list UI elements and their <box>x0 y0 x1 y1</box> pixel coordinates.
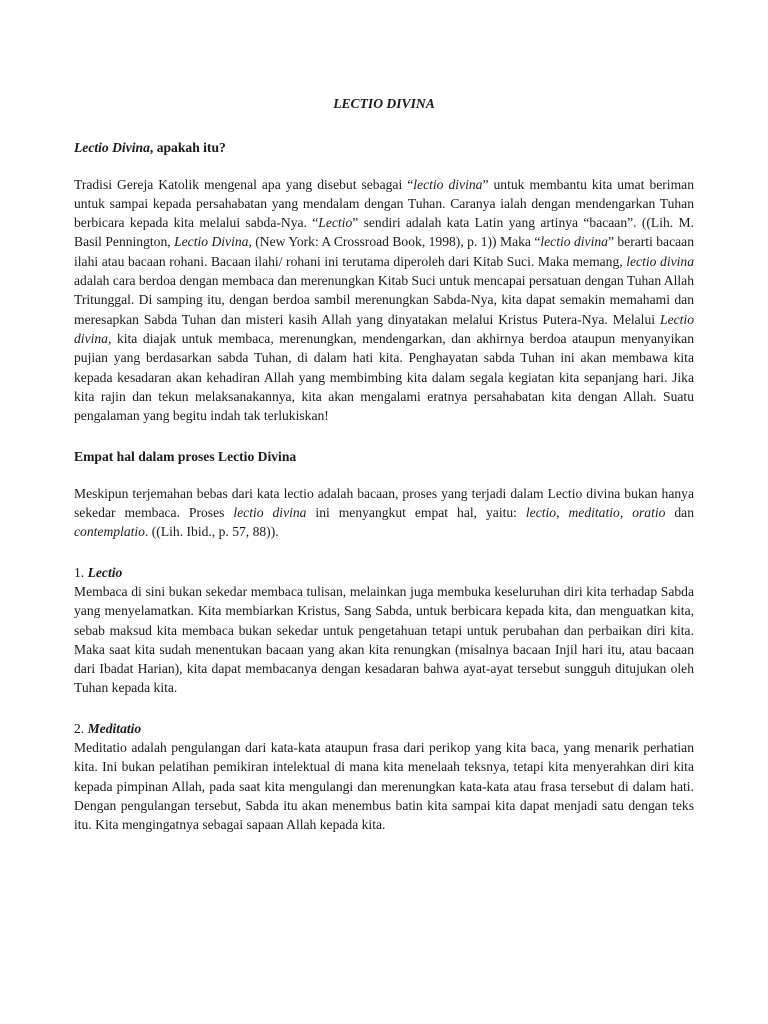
section-lectio <box>74 563 694 698</box>
process-paragraph <box>74 484 694 542</box>
text-run: ” berarti bacaan ilahi atau bacaan rohani. Bacaan ilahi/ rohani ini terutama diperoleh dari Kitab Suci. Maka memang, <box>74 234 694 269</box>
italic-text: lectio <box>525 505 557 521</box>
intro-heading-rest: , apakah itu? <box>149 140 226 156</box>
italic-text: lectio divina <box>540 234 608 250</box>
text-run: Meskipun terjemahan bebas dari kata lectio adalah bacaan, proses yang terjadi dalam Lectio divina bukan hanya sekedar membaca. Proses <box>74 485 694 521</box>
italic-text: lectio divina <box>233 505 307 521</box>
italic-text: Lectio <box>318 215 353 231</box>
italic-text: oratio <box>632 505 666 521</box>
document-page <box>74 94 694 835</box>
intro-heading-italic: Lectio Divina <box>74 140 150 156</box>
section-title-text: Lectio <box>87 564 123 580</box>
section-title-text: Meditatio <box>87 720 142 736</box>
italic-text: meditatio <box>568 505 620 521</box>
section-title <box>74 563 694 582</box>
intro-heading <box>74 138 694 157</box>
text-run: , kita diajak untuk membaca, merenungkan, mendengarkan, dan akhirnya berdoa ataupun menyanyikan pujian yang berdasarkan sabda Tuhan, di dalam hati kita. Penghayatan sabda Tuhan ini akan membawa kita kepada kesadaran akan kehadiran Allah yang membimbing kita dalam segala kegiatan kita sepanjang hari. Jika kita rajin dan tekun melaksanakannya, kita akan mengalami eratnya persahabatan kita dengan Allah. Suatu pengalaman yang begitu indah tak terlukiskan! <box>74 330 694 424</box>
section-body: Meditatio adalah pengulangan dari kata-kata ataupun frasa dari perikop yang kita baca, yang menarik perhatian kita. Ini bukan pelatihan pemikiran intelektual di mana kita menelaah teksnya, tetapi kita menyerahkan diri kita kepada pimpinan Allah, pada saat kita mengulangi dan merenungkan kata-kata atau frasa tersebut di dalam hati. Dengan pengulangan tersebut, Sabda itu akan menembus batin kita sampai kita dapat menjadi satu dengan teks itu. Kita mengingatnya sebagai sapaan Allah kepada kita. <box>74 740 694 833</box>
text-run: , <box>556 505 569 521</box>
italic-text: Lectio divina <box>74 311 694 346</box>
text-run: ” sendiri adalah kata Latin yang artinya “bacaan”. ((Lih. M. Basil Pennington, <box>74 215 694 250</box>
text-run: , <box>619 505 633 521</box>
text-run: dan <box>665 505 695 521</box>
text-run: adalah cara berdoa dengan membaca dan merenungkan Kitab Suci untuk mencapai persatuan dengan Tuhan Allah Tritunggal. Di samping itu, dengan berdoa sambil merenungkan Sabda-Nya, kita dapat semakin memahami dan meresapkan Sabda Tuhan dan misteri kasih Allah yang dinyatakan melalui Kristus Putera-Nya. Melalui <box>74 273 694 327</box>
section-number: 2. <box>74 720 88 736</box>
process-heading: Empat hal dalam proses Lectio Divina <box>74 449 297 465</box>
text-run: . ((Lih. Ibid., p. 57, 88)). <box>144 524 279 540</box>
section-meditatio <box>74 719 694 835</box>
italic-text: contemplatio <box>74 524 145 540</box>
document-title: LECTIO DIVINA <box>333 96 435 111</box>
italic-text: lectio divina <box>626 253 694 269</box>
text-run: Tradisi Gereja Katolik mengenal apa yang disebut sebagai “ <box>74 176 414 192</box>
text-run: ini menyangkut empat hal, yaitu: <box>306 505 526 521</box>
section-body: Membaca di sini bukan sekedar membaca tulisan, melainkan juga membuka keseluruhan diri kita terhadap Sabda yang menyelamatkan. Kita membiarkan Kristus, Sang Sabda, untuk berbicara kepada kita, dan menguatkan kita, sebab maksud kita membaca bukan sekedar untuk pengetahuan tetapi untuk perubahan dan perbaikan diri kita. Maka saat kita sudah menentukan bacaan yang akan kita renungkan (misalnya bacaan Injil hari itu, atau bacaan dari Ibadat Harian), kita dapat membacanya dengan kesadaran bahwa ayat-ayat tersebut sungguh ditujukan oleh Tuhan kepada kita. <box>74 583 694 696</box>
italic-text: lectio divina <box>413 176 483 192</box>
section-number: 1. <box>74 564 88 580</box>
section-title <box>74 719 694 738</box>
text-run: ” untuk membantu kita umat beriman untuk sampai kepada persahabatan yang mendalam dengan Tuhan. Caranya ialah dengan mendengarkan Tuhan berbicara kepada kita melalui sabda-Nya. “ <box>74 176 694 231</box>
text-run: , (New York: A Crossroad Book, 1998), p. 1)) Maka “ <box>248 234 541 250</box>
intro-paragraph <box>74 175 694 426</box>
italic-text: Lectio Divina <box>174 234 249 250</box>
